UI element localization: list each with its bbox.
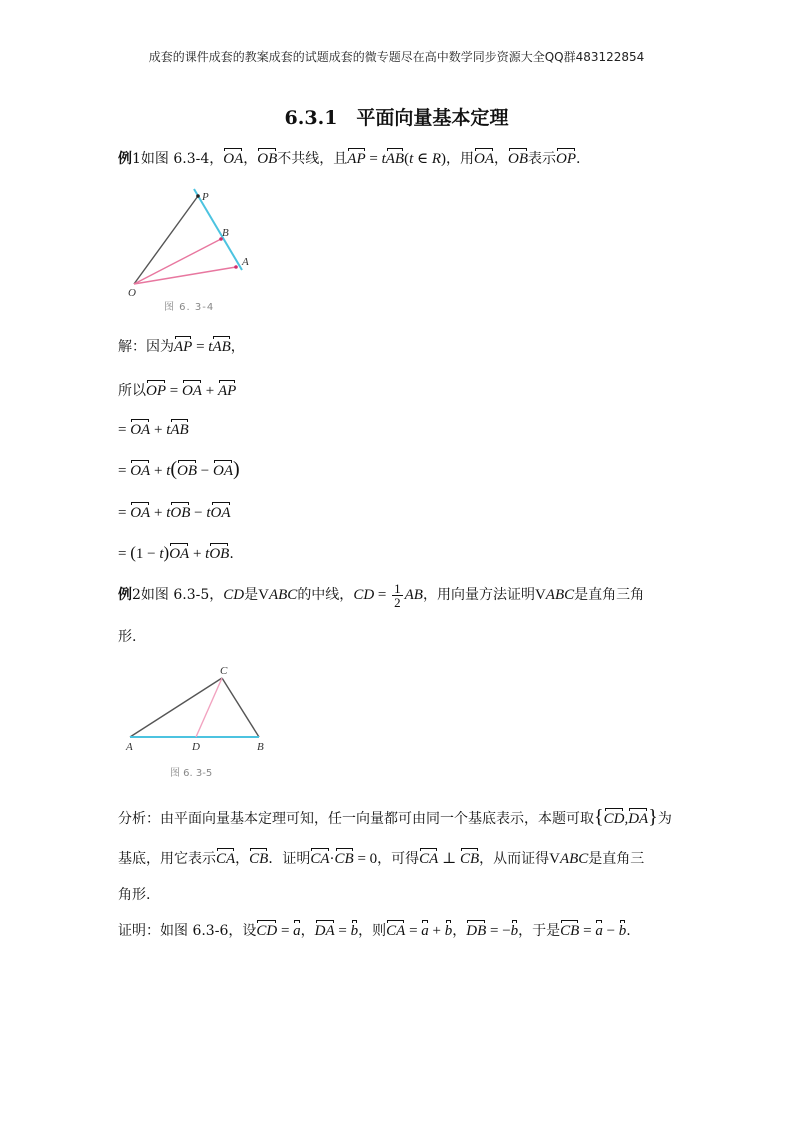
label-p: P: [202, 191, 209, 203]
segment-cb: [222, 678, 259, 737]
analysis-line-2: 基底，用它表示CA，CB．证明CA·CB = 0，可得CA ⊥ CB，从而证得VABC是直角三: [118, 851, 645, 867]
analysis-line-1: 分析：由平面向量基本定理可知，任一向量都可由同一个基底表示，本题可取{CD,DA}为: [118, 806, 672, 828]
label-d: D: [192, 741, 200, 753]
example-label: 例: [118, 586, 132, 603]
page-header: 成套的课件成套的教案成套的试题成套的微专题尽在高中数学同步资源大全QQ群483122854: [148, 50, 645, 64]
solution-1-line-6: = (1 − t)OA + tOB.: [118, 543, 234, 562]
example-2-statement-line-1: 例2如图 6.3-5，CD是VABC的中线，CD = $\frac{1}{2}$ AB，用向量方法证明VABC是直角三角: [118, 581, 645, 610]
label-b: B: [257, 741, 264, 753]
solution-1-line-4: = OA + t(OB − OA): [118, 458, 240, 480]
point-a: [234, 265, 238, 269]
figure-6-3-4: [118, 184, 258, 319]
example-label: 例: [118, 151, 132, 167]
segment-op: [134, 196, 198, 284]
solution-1-line-3: = OA + tAB: [118, 422, 189, 438]
solution-1-line-5: = OA + tOB − tOA: [118, 505, 231, 521]
solution-1-line-2: 所以OP = OA + AP: [118, 383, 237, 399]
solution-1-line-1: 解：因为AP = tAB，: [118, 339, 245, 355]
page-title: 6.3.1 平面向量基本定理: [284, 107, 509, 129]
example-2-statement-line-2: 形.: [118, 629, 137, 645]
point-p: [196, 194, 200, 198]
label-o: O: [128, 287, 136, 299]
label-a: A: [126, 741, 133, 753]
proof-line-1: 证明：如图 6.3-6，设CD = a，DA = b，则CA = a + b，DB = −b，于是CB = a − b.: [118, 923, 631, 939]
figure-caption: 图 6. 3-4: [164, 302, 215, 313]
label-b: B: [222, 227, 229, 239]
figure-caption: 图 6. 3-5: [170, 768, 213, 779]
example-1-statement: 例1如图 6.3-4，OA，OB不共线，且AP = tAB(t ∈ R)，用OA，OB表示OP.: [118, 151, 581, 167]
label-c: C: [220, 665, 228, 677]
analysis-line-3: 角形.: [118, 887, 151, 903]
segment-ac: [130, 678, 222, 737]
label-a: A: [242, 256, 249, 268]
figure-6-3-5: [118, 662, 278, 784]
